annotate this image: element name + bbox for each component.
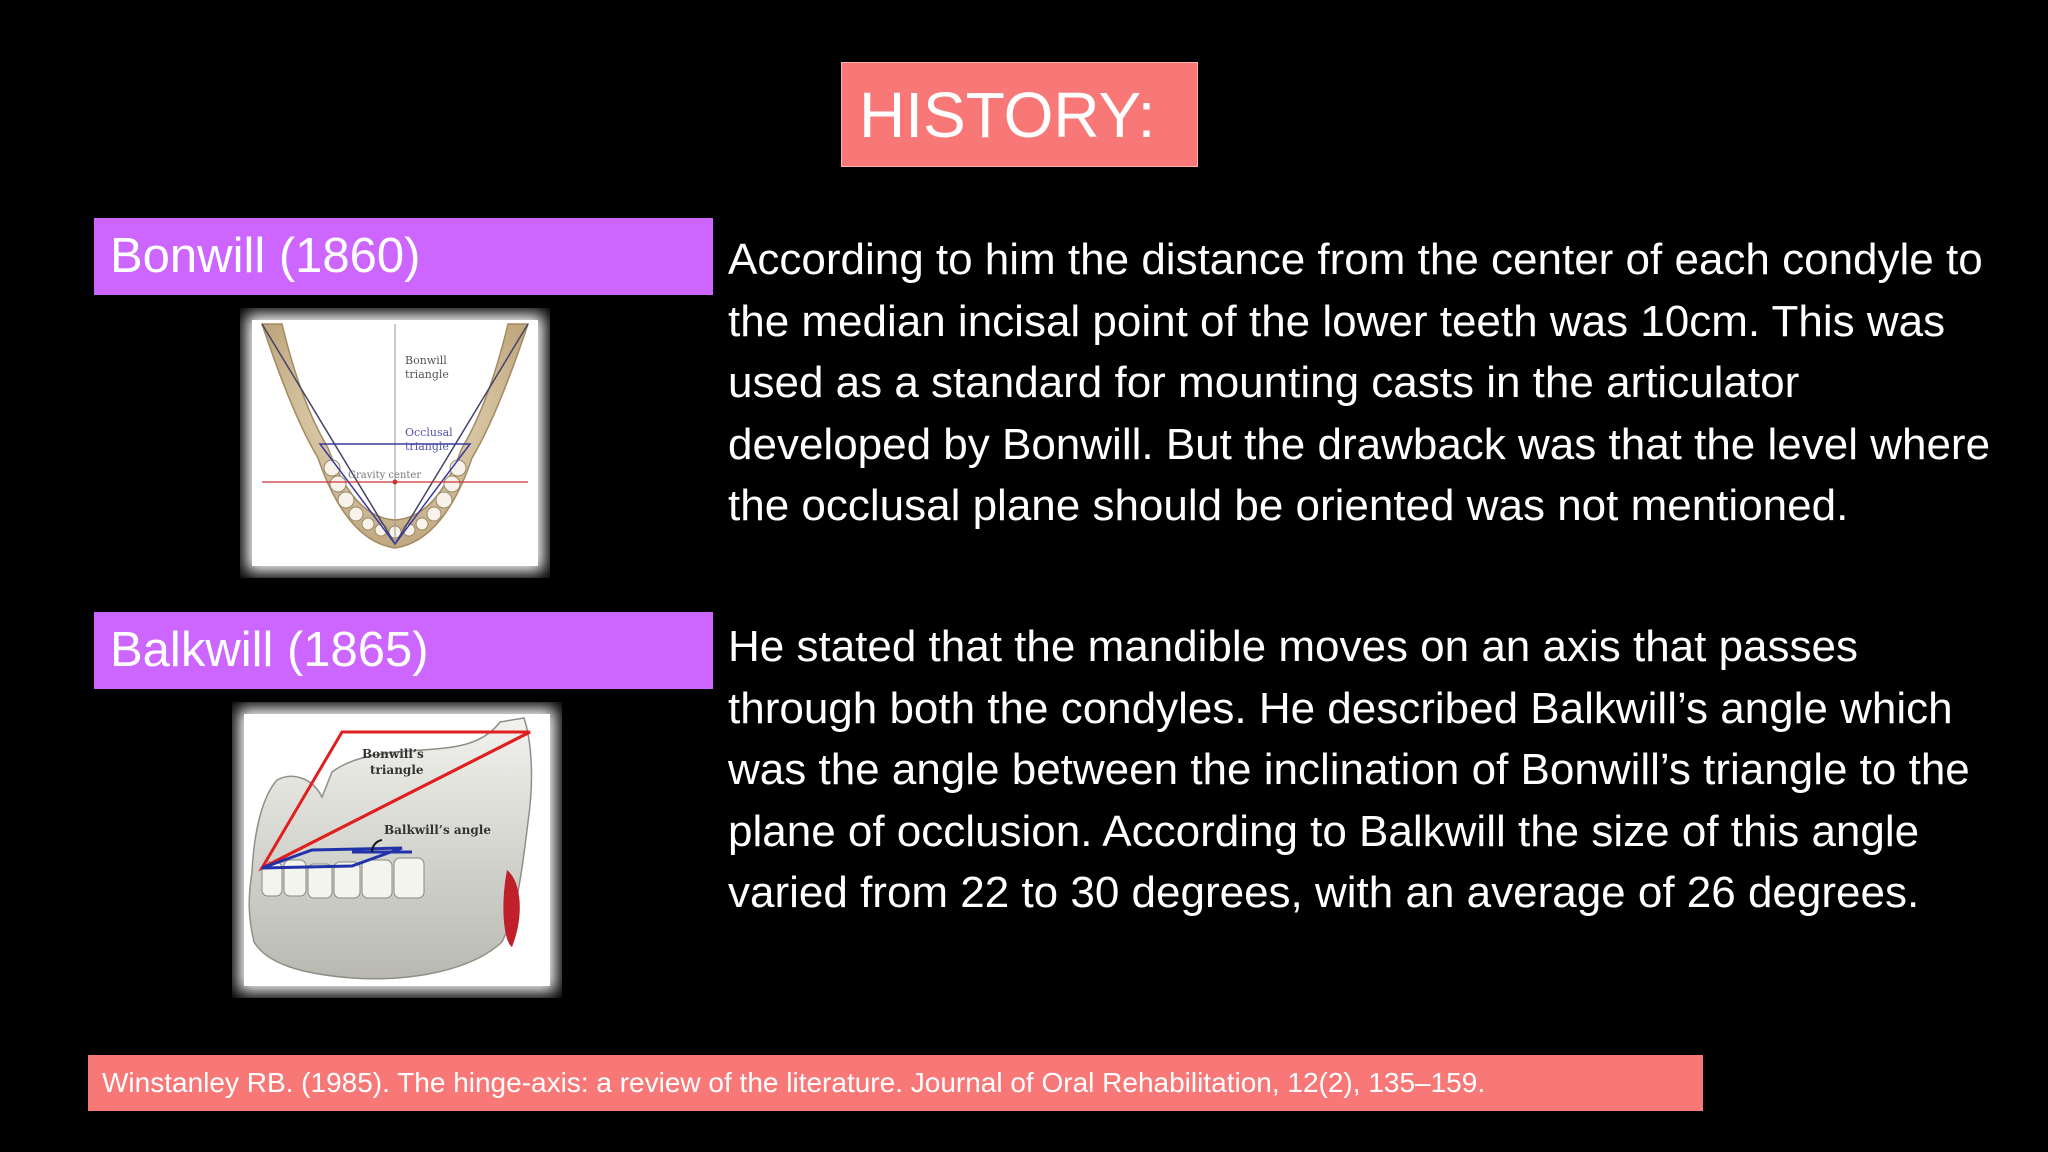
figure-label: Bonwill’s <box>362 747 424 761</box>
title-box <box>841 62 1198 167</box>
figure-label: triangle <box>370 763 424 777</box>
figure-label: Bonwill <box>405 354 447 367</box>
figure-label: Balkwill’s angle <box>384 823 491 837</box>
citation-text: Winstanley RB. (1985). The hinge-axis: a review of the literature. Journal of Oral Rehabilitation, 12(2), 135–159. <box>102 1067 1486 1098</box>
figure-label: triangle <box>405 368 449 381</box>
figure-label: triangle <box>405 440 449 453</box>
section-label-text: Balkwill (1865) <box>110 623 429 677</box>
citation-box <box>88 1055 1703 1111</box>
mandible-occlusal-view-image <box>240 308 550 578</box>
figure-label: Occlusal <box>405 426 453 439</box>
slide-title: HISTORY: <box>859 78 1156 151</box>
figure-label: Gravity center <box>348 470 422 481</box>
section-label-bonwill <box>94 218 713 295</box>
section-label-balkwill <box>94 612 713 689</box>
section-text-balkwill: He stated that the mandible moves on an axis that passes through both the condyles. He described Balkwill’s angle which was the angle between the inclination of Bonwill’s triangle to the plane of occlusion. According to Balkwill the size of this angle varied from 22 to 30 degrees, with an average of 26 degrees. <box>728 622 1970 917</box>
section-label-text: Bonwill (1860) <box>110 229 421 283</box>
mandible-lateral-view-image <box>232 702 562 998</box>
section-text-bonwill: According to him the distance from the center of each condyle to the median incisal point of the lower teeth was 10cm. This was used as a standard for mounting casts in the articulator developed by Bonwill. But the drawback was that the level where the occlusal plane should be oriented was not mentioned. <box>728 235 1991 530</box>
